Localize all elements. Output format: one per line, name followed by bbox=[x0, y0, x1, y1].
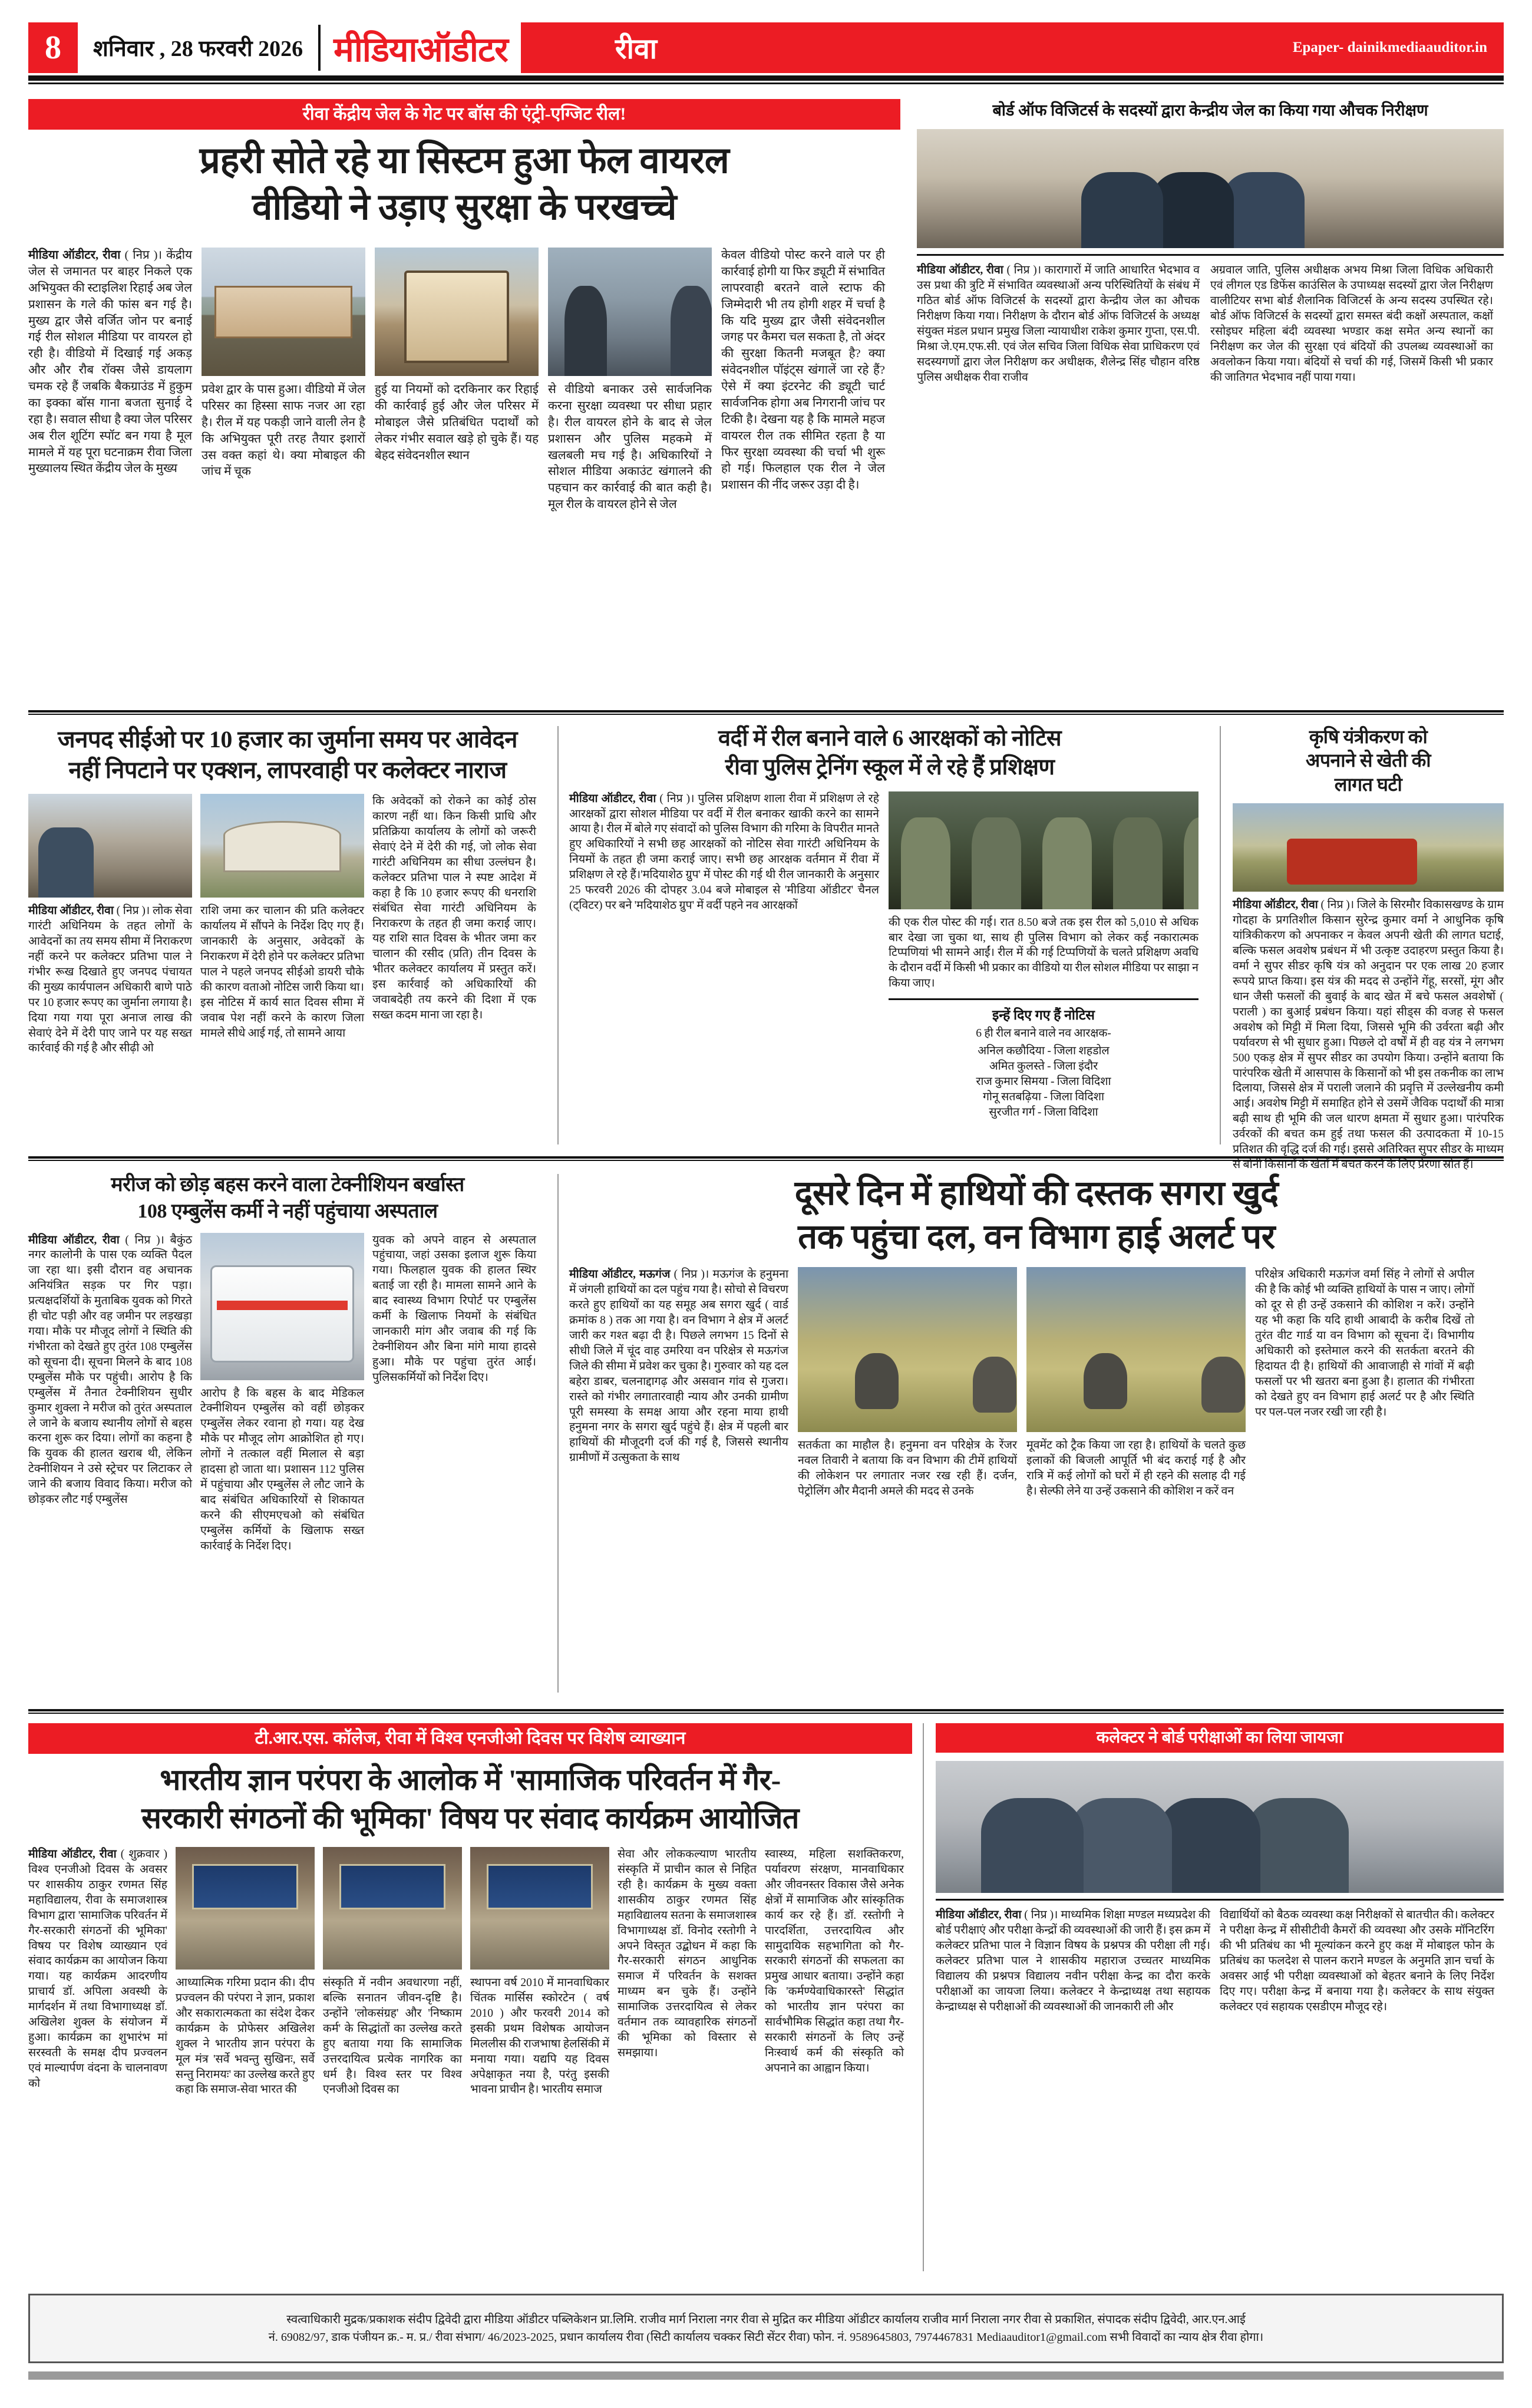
ambulance-col-3 bbox=[372, 1233, 536, 1554]
police-reel-story bbox=[569, 726, 1210, 1120]
section-divider-1 bbox=[28, 710, 1504, 715]
lead-story-columns bbox=[28, 248, 900, 595]
elephant-headline-line1: दूसरे दिन में हाथियों की दस्तक सगरा खुर्द bbox=[794, 1174, 1279, 1212]
masthead-red-banner bbox=[521, 22, 1504, 73]
visitors-col-2 bbox=[1210, 263, 1493, 385]
agri-col1-text: जिले के सिरमौर विकासखण्ड के ग्राम गोदहा के प्रगतिशील किसान सुरेन्द्र कुमार वर्मा ने आधुनिक कृषि यांत्रिकीकरण को अपनाकर न केवल अपनी खेती की लागत घटाई, बल्कि फसल अवशेष प्रबंधन में भी उत्कृष्ट उदाहरण प्रस्तुत किया है। वर्मा ने सुपर सीडर कृषि यंत्र को अनुदान पर एक लाख 20 हजार रूपये प्राप्त किया। इस यंत्र की मदद से उन्होंने गेंहू, सरसों, मूंग और धान जैसी फसलों की बुवाई के बाद खेत में बचे फसल अवशेषों ( पराली ) का बुआई प्रबंधन किया। यहां सीड्स की वजह से फसल अवशेष को मिट्टी में मिला दिया, जिससे भूमि की उर्वरता बढ़ी और पर्यावरण से भी सुधार हुआ। पिछले दो वर्षों में ही वह यंत्र ने लगभग 500 एकड़ क्षेत्र में सुपर सीडर का उपयोग किया। उन्होंने बताया कि पारंपरिक खेती में आसपास के किसानों को भी इस तकनीक का लाभ दिलाया, जिससे क्षेत्र में पराली जलाने की प्रवृत्ति में उल्लेखनीय कमी आई। अवशेष मिट्टी में समाहित होने से उसमें जैविक पदार्थों की मात्रा बढ़ी साथ ही भूमि की जल धारण क्षमता में सुधार हुआ। पारंपरिक उर्वरकों की बचत कम हुई तथा फसल की उत्पादकता में 10-15 प्रतिशत की वृद्धि दर्ज की गई। इससे अतिरिक्त सुपर सीडर के माध्यम से बोनी किसानों के खेतों में बचत करने के लिए प्रेरणा स्रोत हैं। bbox=[1233, 899, 1504, 1172]
exam-dateline: ( निप्र )। bbox=[1024, 1909, 1058, 1921]
elephant-headline-line2: तक पहुंचा दल, वन विभाग हाई अलर्ट पर bbox=[798, 1218, 1275, 1256]
lead-col5-text: केवल वीडियो पोस्ट करने वाले पर ही कार्रवाई होगी या फिर ड्यूटी में संभावित लापरवाही बरतने वाले स्टाफ की जिम्मेदारी भी तय होगी शहर में चर्चा है कि यदि मुख्य द्वार जैसी संवेदनशील जगह पर कैमरा चल सकता है, तो अंदर की सुरक्षा कितनी मजबूत है? क्या संवेदनशील पॉइंट्स खंगालें जा रहे हैं? ऐसे में क्या इंटरनेट की ड्यूटी चार्ट सार्वजनिक होगा अब निगरानी जांच पर टिकी है। देखना यह है कि मामले महज वायरल रील तक सीमित रहता है या फिर सुरक्षा व्यवस्था की चर्चा भी शुरू हो गई। फिलहाल एक रील ने जेल प्रशासन की नींद जरूर उड़ा दी है। bbox=[721, 249, 885, 492]
police-col-2 bbox=[889, 791, 1198, 1120]
exam-kicker: कलेक्टर ने बोर्ड परीक्षाओं का लिया जायजा bbox=[936, 1723, 1504, 1753]
agri-headline-line2: अपनाने से खेती की bbox=[1305, 750, 1431, 771]
ceo-headline-line1: जनपद सीईओ पर 10 हजार का जुर्माना समय पर आवेदन bbox=[58, 726, 517, 753]
masthead-rule-thin bbox=[28, 83, 1504, 84]
police-col1-text: पुलिस प्रशिक्षण शाला रीवा में प्रशिक्षण ले रहे आरक्षकों द्वारा सोशल मीडिया पर वर्दी में रील बनाकर खाकी करने का सामने आया है। रील में बोले गए संवादों को पुलिस विभाग की गरिमा के विपरीत मानते हुए अधिकारियों ने सभी छह आरक्षकों को नोटिस सेवा गारंटी अधिनियम के नियमों के तहत ही जमा कराई जाए। सभी छह आरक्षक वर्तमान में रीवा में प्रशिक्षण ले रहे हैं।'मदियाशेठ ग्रुप' में पोस्ट की गई थी रील जानकारी के अनुसार 25 फरवरी 2026 की दोपहर 3.04 बजे मोबाइल से 'मीडिया ऑडीटर' चैनल (ट्विटर) पर बने 'मदियाशेठ ग्रुप' में वर्दी पहने नव आरक्षकों bbox=[569, 792, 880, 912]
column-rule-3 bbox=[557, 1174, 559, 1693]
visitors-byline: मीडिया ऑडीटर, रीवा bbox=[917, 264, 1003, 277]
ambulance-col-1 bbox=[28, 1233, 192, 1554]
ngo-dateline: ( शुक्रवार ) bbox=[120, 1848, 167, 1861]
elephant-col4-text: परिक्षेत्र अधिकारी मऊगंज वर्मा सिंह ने लोगों से अपील की है कि कोई भी व्यक्ति हाथियों के पास न जाए। लोगों को दूर से ही उन्हें उकसाने की कोशिश न करें। उन्होंने यह भी कहा कि यदि हाथी आबादी के करीब दिखें तो तुरंत वीट गार्ड या वन विभाग को सूचना दें। विभागीय अधिकारी को इस्तेमाल करने की सतर्कता बरतने की हिदायत दी है। हाथियों की आवाजाही से गांवों में बढ़ी फसलों पर भी खतरा बना हुआ है। हालात की गंभीरता को देखते हुए वन विभाग हाई अलर्ट पर है और स्थिति पर पल-पल नजर रखी जा रही है। bbox=[1255, 1268, 1474, 1419]
notice-name: अनिल कछौदिया - जिला शहडोल bbox=[978, 1045, 1110, 1058]
ngo-seminar-photo-left bbox=[176, 1847, 315, 1970]
police-headline-line1: वर्दी में रील बनाने वाले 6 आरक्षकों को नोटिस bbox=[718, 726, 1062, 751]
police-dateline: ( निप्र )। bbox=[659, 792, 695, 805]
lead-col2-text: प्रवेश द्वार के पास हुआ। वीडियो में जेल परिसर का हिस्सा साफ नजर आ रहा है। रील में यह पकड़ी जाने वाली लेन है कि अभियुक्त पूरी तरह तैयार इशारों उस वक्त कहां थे। क्या मोबाइल की जांच में चूक bbox=[202, 383, 365, 479]
ceo-story bbox=[28, 726, 547, 1056]
ceo-dateline: ( निप्र )। bbox=[116, 905, 150, 918]
police-byline: मीडिया ऑडीटर, रीवा bbox=[569, 792, 656, 805]
notice-name: गोनू सतबढ़िया - जिला विदिशा bbox=[982, 1090, 1105, 1103]
ngo-kicker: टी.आर.एस. कॉलेज, रीवा में विश्व एनजीओ दिवस पर विशेष व्याख्यान bbox=[28, 1723, 912, 1754]
column-rule-4 bbox=[923, 1723, 924, 2271]
agri-dateline: ( निप्र )। bbox=[1320, 899, 1355, 912]
ceo-col1-text: लोक सेवा गारंटी अधिनियम के तहत लोगों के आवेदनों का तय समय सीमा में निराकरण नहीं करने पर कलेक्टर प्रतिभा पाल ने गंभीर रूख दिखाते हुए जनपद पंचायत की मुख्य कार्यपालन अधिकारी बाणे पाठे पर 10 हजार रूपए का जुर्माना लगाया है। दिया गया गया पूरा अनाज लाख की सेवाएं देने में देरी पाए जाने पर यह सख्त कार्रवाई की गई है और सीढ़ी ओ bbox=[28, 905, 193, 1055]
ngo-headline-line1: भारतीय ज्ञान परंपरा के आलोक में 'सामाजिक परिवर्तन में गैर- bbox=[160, 1763, 781, 1796]
lead-col-5 bbox=[721, 248, 885, 595]
police-col2-text: की एक रील पोस्ट की गई। रात 8.50 बजे तक इस रील को 5,010 से अधिक बार देखा जा चुका था, साथ ही पुलिस विभाग को लेकर कई नकारात्मक टिप्पणियां भी सामने आईं। रील में की गई टिप्पणियों के चलते प्रशिक्षण अवधि के दौरान वर्दी में किसी भी प्रकार का वीडियो या रील सोशल मीडिया पर साझा न किया जाए। bbox=[889, 916, 1198, 990]
jail-gate-photo bbox=[375, 248, 539, 376]
elephant-col-3 bbox=[1026, 1267, 1246, 1499]
exam-col1-text: माध्यमिक शिक्षा मण्डल मध्यप्रदेश की बोर्ड परीक्षाएं और परीक्षा केन्द्रों की व्यवस्थाओं की जारी हैं। इस क्रम में कलेक्टर प्रतिभा पाल ने विज्ञान विषय के प्रश्नपत्र की परीक्षा ली गई। कलेक्टर प्रतिभा पाल ने शासकीय महाराज उच्चतर माध्यमिक विद्यालय की प्रश्नपत्र विद्यालय नवीन परीक्षा केन्द्र का दौरा करके परीक्षाओं का जायजा लिया। कलेक्टर ने केन्द्राध्यक्ष तथा सहायक केन्द्राध्यक्ष से परीक्षाओं की व्यवस्थाओं की जानकारी ली और bbox=[936, 1909, 1210, 2013]
ambulance-dateline: ( निप्र )। bbox=[125, 1233, 164, 1246]
ngo-col4-text: स्थापना वर्ष 2010 में मानवाधिकार चिंतक मार्सिस स्कोरटेन ( वर्ष 2010 ) और फरवरी 2014 को इसकी प्रथम विशेषक आयोजन मिललीस की राजभाषा हेलसिंकी में मनाया गया। यद्यपि यह दिवस अपेक्षाकृत नया है, परंतु इसकी भावना प्राचीन है। भारतीय समाज bbox=[470, 1977, 609, 2096]
elephant-col3-text: मूवमेंट को ट्रैक किया जा रहा है। हाथियों के चलते कुछ इलाकों की बिजली आपूर्ति भी बंद कराई गई है और रात्रि में कई लोगों को घरों में ही रहने की सलाह दी गई है। सेल्फी लेने या उन्हें उकसाने की कोशिश न करें वन bbox=[1026, 1439, 1246, 1497]
ceo-col2-text: राशि जमा कर चालान की प्रति कलेक्टर कार्यालय में सौंपने के निर्देश दिए गए हैं। जानकारी के अनुसार, अवेदकों के निराकरण में देरी होने पर कलेक्टर प्रतिभा पाल ने पहले जनपद सीईओ डायरी चौके की कारण वताओ नोटिस जारी किया था। इस नोटिस में कार्य सात दिवस सीमा में जवाब पेश नहीं करने के कारण जिला मामले सीधे आई गई, तो सामने आया bbox=[200, 905, 364, 1040]
lead-col3-text: हुई या नियमों को दरकिनार कर रिहाई की कार्रवाई हुई और जेल परिसर में मोबाइल जैसे प्रतिबंधित पदार्थों को लेकर गंभीर सवाल खड़े हो चुके हैं। यह बेहद संवेदनशील स्थान bbox=[375, 383, 539, 462]
ngo-col1-text: विश्व एनजीओ दिवस के अवसर पर शासकीय ठाकुर रणमत सिंह महाविद्यालय, रीवा के समाजशास्त्र विभाग द्वारा 'सामाजिक परिवर्तन में गैर-सरकारी संगठनों की भूमिका' विषय पर विशेष व्याख्यान एवं संवाद कार्यक्रम का आयोजन किया गया। यह कार्यक्रम आदरणीय प्राचार्य डॉ. अपिला अवस्थी के मार्गदर्शन में तथा विभागाध्यक्ष डॉ. अखिलेश शुक्ल के संयोजन में हुआ। कार्यक्रम का शुभारंभ मां सरस्वती के समक्ष दीप प्रज्वलन एवं माल्यार्पण वंदना के चालनावण को bbox=[28, 1863, 167, 2090]
column-rule-2 bbox=[1220, 726, 1221, 1144]
ceo-headline-line2: नहीं निपटाने पर एक्शन, लापरवाही पर कलेक्टर नाराज bbox=[68, 756, 507, 783]
lead-headline-line1: प्रहरी सोते रहे या सिस्टम हुआ फेल वायरल bbox=[199, 141, 729, 181]
agri-story bbox=[1233, 726, 1504, 1173]
janpad-panchayat-building-photo bbox=[200, 794, 364, 898]
lead-col-1 bbox=[28, 248, 192, 595]
elephant-col1-text: मऊगंज के हनुमना में जंगली हाथियों का दल पहुंच गया है। सोचो से विचरण करते हुए हाथियों का यह समूह अब सगरा खुर्द ( वार्ड क्रमांक 8 ) तक आ गया है। वन विभाग ने क्षेत्र में अलर्ट जारी कर गश्त बढ़ा दी है। पिछले लगभग 15 दिनों से सीधी जिले में चूंद वाह उमरिया वन परिक्षेत्र से मऊगंज जिले की सीमा में प्रवेश कर चुका है। गुरुवार को यह दल बहेरा डाबर, चलनाद्दागढ़ और असवान गांव से गुजरा। रास्ते को गंभीर लगातारवाही न्याय और उनकी ग्रामीण पूरी समस्या के समक्ष आया और रहना माया हाथी हनुमना नगर के सगरा खुर्द पहुंचे हैं। क्षेत्र में पहली बार हाथियों की मौजूदगी दर्ज की गई है, जिससे स्थानीय ग्रामीणों में उत्सुकता के साथ bbox=[569, 1268, 789, 1464]
elephant-dateline: ( निप्र )। bbox=[673, 1268, 709, 1281]
masthead-date: शनिवार , 28 फरवरी 2026 bbox=[93, 37, 303, 61]
agri-headline-line1: कृषि यंत्रीकरण को bbox=[1309, 726, 1428, 747]
elephant-story bbox=[569, 1174, 1504, 1499]
ambulance-col2-text: आरोप है कि बहस के बाद मेडिकल टेक्नीशियन एम्बुलेंस को वहीं छोड़कर एम्बुलेंस लेकर रवाना हो गया। यह देख मौके पर मौजूद लोग आक्रोशित हो गए। लोगों ने तत्काल वहीं मिलाल से बड़ा हादसा हो जाता था। प्रशासन 112 पुलिस में पहुंचाया और एम्बुलेंस ले लौट जाने के बाद संबंधित अधिकारियों से शिकायत करने की सीएमएचओ को संबंधित एम्बुलेंस कर्मियों के खिलाफ सख्त कार्रवाई के निर्देश दिए। bbox=[200, 1387, 364, 1552]
visitors-col1-text: कारागारों में जाति आधारित भेदभाव व उस प्रथा की त्रुटि में संभावित व्यवस्थाओं अन्य परिस्थितियों के संबंध में गठित बोर्ड ऑफ विजिटर्स के सदस्यों द्वारा केन्द्रीय जेल का औचक निरीक्षण किया गया। निरीक्षण के दौरान बोर्ड ऑफ विजिटर्स के अध्यक्ष संयुक्त मंडल प्रधान प्रमुख जिला न्यायाधीश राकेश कुमार गुप्ता, एस.पी. मिश्रा जे.एम.एफ.सी. एवं जेल सचिव जिला विधिक सेवा प्राधिकरण एवं सदस्यगणों द्वारा जेल निरीक्षण कर अधीक्षक, शैलेन्द्र सिंह चौहान वरिष्ठ पुलिस अधीक्षक रीवा राजीव bbox=[917, 264, 1200, 384]
ngo-story bbox=[28, 1723, 912, 2097]
ngo-col3-text: संस्कृति में नवीन अवधारणा नहीं, बल्कि सनातन जीवन-दृष्टि है। उन्होंने 'लोकसंग्रह' और 'निष्काम कर्म' के सिद्धांतों का उल्लेख करते हुए बताया गया कि सामाजिक उत्तरदायित्व प्रत्येक नागरिक का धर्म है। विश्व स्तर पर विश्व एनजीओ दिवस का bbox=[323, 1977, 462, 2096]
lead-col-4 bbox=[548, 248, 712, 595]
footer-bottom-bar bbox=[28, 2371, 1504, 2380]
exam-col-2 bbox=[1220, 1908, 1494, 2014]
lead-dateline: ( निप्र )। bbox=[124, 249, 163, 262]
jail-inspection-photo bbox=[917, 129, 1504, 248]
ngo-col2-text: आध्यात्मिक गरिमा प्रदान की। दीप प्रज्वलन की परंपरा ने ज्ञान, प्रकाश और सकारात्मकता का संदेश देकर कार्यक्रम के प्रोफेसर अखिलेश शुक्ल ने भारतीय ज्ञान परंपरा के मूल मंत्र 'सर्वे भवन्तु सुखिनः, सर्वे सन्तु निरामयः' का उल्लेख करते हुए कहा कि समाज-सेवा भारत की bbox=[176, 1977, 315, 2096]
collector-office-photo bbox=[28, 794, 192, 898]
lead-col-3 bbox=[375, 248, 539, 595]
ngo-col5-text: सेवा और लोककल्याण भारतीय संस्कृति में प्राचीन काल से निहित रही है। कार्यक्रम के मुख्य वक्ता शासकीय ठाकुर रणमत सिंह महाविद्यालय सतना के समाजशास्त्र विभागाध्यक्ष डॉ. विनोद रस्तोगी ने अपने विस्तृत उद्बोधन में कहा कि गैर-सरकारी संगठन आधुनिक समाज में परिवर्तन के सशक्त माध्यम बन चुके हैं। उन्होंने सामाजिक उत्तरदायित्व से लेकर वर्तमान तक व्यावहारिक संगठनों की भूमिका को विस्तार से समझाया। bbox=[618, 1848, 757, 2059]
section-divider-2 bbox=[28, 1156, 1504, 1161]
section-divider-3 bbox=[28, 1709, 1504, 1714]
exam-col-1 bbox=[936, 1908, 1210, 2014]
ngo-seminar-photo-mid bbox=[323, 1847, 462, 1970]
ngo-seminar-photo-right bbox=[470, 1847, 609, 1970]
board-exam-inspection-photo bbox=[936, 1761, 1504, 1893]
ceo-col3-text: कि अवेदकों को रोकने का कोई ठोस कारण नहीं था। किन किसी प्राधि और प्रतिक्रिया कार्यालय के लोगों को जरूरी सेवाएं देने में देरी की गई, जो लोक सेवा गारंटी अधिनियम का सीधा उल्लंघन है। कलेक्टर प्रतिभा पाल ने स्पष्ट आदेश में कहा है कि 10 हजार रूपए की धनराशि संबंधित सेवा गारंटी अधिनियम के निराकरण के तहत ही जमा कराई जाए। यह राशि सात दिवस के भीतर जमा कर चालान की रसीद (प्रति) तीन दिवस के भीतर कलेक्टर कार्यालय में प्रस्तुत करें। इस कार्रवाई को अधिकारियों की जवाबदेही तय करने की दिशा में एक सख्त कदम माना जा रहा है। bbox=[372, 795, 536, 1022]
ceo-byline: मीडिया ऑडीटर, रीवा bbox=[28, 905, 114, 918]
ambulance-headline-line1: मरीज को छोड़ बहस करने वाला टेक्नीशियन बर्खास्त bbox=[111, 1174, 464, 1196]
visitors-dateline: ( निप्र )। bbox=[1006, 264, 1042, 277]
ngo-col-3 bbox=[323, 1847, 462, 2097]
police-trainees-photo bbox=[889, 791, 1198, 909]
agri-headline-line3: लागत घटी bbox=[1334, 773, 1402, 795]
masthead-city: रीवा bbox=[615, 33, 658, 65]
ngo-col6-text: स्वास्थ्य, महिला सशक्तिकरण, पर्यावरण संरक्षण, मानवाधिकार और जीवनस्तर विकास जैसे अनेक क्षेत्रों में सामाजिक और सांस्कृतिक कार्य कर रहे हैं। डॉ. रस्तोगी ने पारदर्शिता, उत्तरदायित्व और सामुदायिक सहभागिता को गैर-सरकारी संगठनों की सफलता का प्रमुख आधार बताया। उन्होंने कहा कि 'कर्मण्येवाधिकारस्ते' सिद्धांत को भारतीय ज्ञान परंपरा का सार्वभौमिक सिद्धांत कहा तथा गैर-सरकारी संगठनों के लिए उन्हें निःस्वार्थ कर्म की संस्कृति को अपनाने का आह्वान किया। bbox=[765, 1848, 904, 2074]
notice-title: इन्हें दिए गए हैं नोटिस bbox=[992, 1008, 1095, 1023]
page-number-badge: 8 bbox=[28, 22, 78, 73]
visitors-col2-text: अग्रवाल जाति, पुलिस अधीक्षक अभय मिश्रा जिला विधिक अधिकारी एवं लीगल एड डिफेंस काउंसिल के उपाध्यक्ष सदस्यों द्वारा जेल निरीक्षण वालीटियर सभा बोर्ड शैलानिक विजिटर्स के अन्य सदस्य उपस्थित रहे। बोर्ड ऑफ विजिटर्स के सदस्यों द्वारा समस्त बंदी कक्षों अस्पताल, कक्षों रसोइघर महिला बंदी व्यवस्था भण्डार कक्ष समेत अन्य स्थानों का निरीक्षण कर जेल की सुरक्षा एवं बंदियों की उपलब्ध व्यवस्थाओं का अवलोकन किया गया। बंदियों से चर्चा की गई, जिसमें किसी भी प्रकार की जातिगत भेदभाव नहीं पाया गया। bbox=[1210, 264, 1493, 384]
ceo-col-3 bbox=[372, 794, 536, 1056]
wild-elephants-photo bbox=[798, 1267, 1017, 1432]
exam-story bbox=[936, 1723, 1504, 2014]
exam-col2-text: विद्यार्थियों को बैठक व्यवस्था कक्ष निरीक्षकों से बातचीत की। कलेक्टर ने परीक्षा केन्द्र में सीसीटीवी कैमरों की व्यवस्था और उसके मॉनिटरिंग की भी प्रतिबंध का भी मूल्यांकन करने हुए कक्ष में मोबाइल फोन के प्रतिबंध का फलदेश से पालन कराने मण्डल के अनुमति ज्ञान चर्चा के अवसर आई भी परीक्षा व्यवस्थाओं को बेहतर बनाने के लिए निर्देश दिए गए। परीक्षा केन्द्र में बनाया गया है। कलेक्टर के साथ संयुक्त कलेक्टर एवं सहायक एसडीएम मौजूद रहे। bbox=[1220, 1909, 1494, 2013]
police-notice-box bbox=[889, 998, 1198, 1120]
visitors-headline: बोर्ड ऑफ विजिटर्स के सदस्यों द्वारा केन्द्रीय जेल का किया गया औचक निरीक्षण bbox=[992, 101, 1428, 119]
jail-entrance-photo bbox=[202, 248, 365, 376]
ambulance-col3-text: युवक को अपने वाहन से अस्पताल पहुंचाया, जहां उसका इलाज शुरू किया गया। फिलहाल युवक की हालत स्थिर बताई जा रही है। मामला सामने आने के बाद स्वास्थ्य विभाग रिपोर्ट पर एम्बुलेंस कर्मी के खिलाफ नियमों के संबंधित जानकारी मांग और जवाब की गई कि टेक्नीशियन और बिना मांगे माया हादसे हुआ। मौके पर पहुंचा तुरंत आई। पुलिसकर्मियों को निर्देश दिए। bbox=[372, 1233, 536, 1384]
viral-video-still-photo bbox=[548, 248, 712, 376]
ambulance-byline: मीडिया ऑडीटर, रीवा bbox=[28, 1233, 120, 1246]
elephant-byline: मीडिया ऑडीटर, मऊगंज bbox=[569, 1268, 671, 1281]
ceo-col-2 bbox=[200, 794, 364, 1056]
masthead-brand: मीडियाऑडीटर bbox=[334, 30, 508, 69]
ambulance-photo bbox=[200, 1233, 364, 1380]
lead-byline: मीडिया ऑडीटर, रीवा bbox=[28, 249, 121, 262]
lead-col1-text: केंद्रीय जेल से जमानत पर बाहर निकले एक अभियुक्त की स्टाइलिश रिहाई अब जेल प्रशासन के गले की फांस बन गई है। मुख्य द्वार जैसे वर्जित जोन पर बनाई गई रील सोशल मीडिया पर वायरल हो रही है। वीडियो में दिखाई गई अकड़ और और रौब रॉक्स जैसे डायलाग चमक रहे हैं जबकि बैकग्राउंड में हुकुम का इक्का बॉस गाना बजता सुनाई दे रहा है। सवाल सीधा है क्या जेल परिसर अब रील शूटिंग स्पॉट बन गया है मूल मामले में यह पूरा घटनाक्रम रीवा जिला मुख्यालय स्थित केंद्रीय जेल के मुख्य bbox=[28, 249, 193, 476]
masthead-rule-thick bbox=[28, 75, 1504, 81]
ambulance-headline-line2: 108 एम्बुलेंस कर्मी ने नहीं पहुंचाया अस्पताल bbox=[137, 1200, 438, 1222]
footer-line-2: नं. 69082/97, डाक पंजीयन क्र.- म. प्र./ रीवा संभाग/ 46/2023-2025, प्रधान कार्यालय रीवा (सिटी कार्यालय चक्कर सिटी सेंटर रीवा) फोन. नं. 9589645803, 7974467831 Mediaauditor1@gmail.com सभी विवादों का न्याय क्षेत्र रीवा होगा। bbox=[268, 2331, 1264, 2344]
visitors-story bbox=[917, 99, 1504, 385]
exam-byline: मीडिया ऑडीटर, रीवा bbox=[936, 1909, 1022, 1921]
ambulance-col1-text: बैकुंठ नगर कालोनी के पास एक व्यक्ति पैदल जा रहा था। इसी दौरान वह अचानक अनियंत्रित सड़क पर गिर पड़ा। प्रत्यक्षदर्शियों के मुताबिक युवक को गिरते ही चोट पड़ी और वह जमीन पर लड़खड़ा गया। मौके पर मौजूद लोगों ने स्थिति की गंभीरता को देखते हुए तुरंत 108 एम्बुलेंस को सूचना दी। सूचना मिलने के बाद 108 एम्बुलेंस मौके पर पहुंची। आरोप है कि एम्बुलेंस में तैनात टेक्नीशियन सुधीर कुमार शुक्ला ने मरीज को तुरंत अस्पताल ले जाने के बजाय स्थानीय लोगों से बहस करना शुरू कर दिया। लोगों का कहना है कि युवक की हालत खराब थी, लेकिन टेक्नीशियन ने उसे स्ट्रेचर पर लिटाकर ले जाने की बजाय विवाद किया। मरीज को छोड़कर लौट गई एम्बुलेंस bbox=[28, 1233, 193, 1506]
lead-col-2 bbox=[202, 248, 365, 595]
police-headline-line2: रीवा पुलिस ट्रेनिंग स्कूल में ले रहे हैं प्रशिक्षण bbox=[725, 755, 1055, 780]
notice-name: राज कुमार सिमया - जिला विदिशा bbox=[976, 1076, 1111, 1088]
farm-machinery-photo bbox=[1233, 803, 1504, 892]
lead-kicker: रीवा केंद्रीय जेल के गेट पर बॉस की एंट्री-एग्जिट रील! bbox=[28, 99, 900, 130]
masthead-epaper-url[interactable]: Epaper- dainikmediaauditor.in bbox=[1292, 39, 1487, 55]
notice-name: अमित कुलस्ते - जिला इंदौर bbox=[989, 1060, 1098, 1073]
ngo-col-2 bbox=[176, 1847, 315, 2097]
masthead bbox=[28, 22, 1504, 73]
ngo-col-1 bbox=[28, 1847, 167, 2097]
ngo-headline-line2: सरकारी संगठनों की भूमिका' विषय पर संवाद कार्यक्रम आयोजित bbox=[141, 1802, 799, 1835]
elephant-herd-photo bbox=[1026, 1267, 1246, 1432]
agri-byline: मीडिया ऑडीटर, रीवा bbox=[1233, 899, 1318, 912]
ceo-col-1 bbox=[28, 794, 192, 1056]
elephant-col-4 bbox=[1255, 1267, 1474, 1499]
police-col-1 bbox=[569, 791, 879, 1120]
lead-headline-line2: वीडियो ने उड़ाए सुरक्षा के परखच्चे bbox=[252, 187, 677, 227]
ngo-col-5 bbox=[618, 1847, 757, 2097]
lead-story bbox=[28, 99, 900, 228]
ambulance-col-2 bbox=[200, 1233, 364, 1554]
ngo-col-6 bbox=[765, 1847, 904, 2097]
column-rule-1 bbox=[557, 726, 559, 1144]
elephant-col-2 bbox=[798, 1267, 1017, 1499]
notice-name: सुरजीत गर्ग - जिला विदिशा bbox=[989, 1106, 1098, 1119]
ngo-col-4 bbox=[470, 1847, 609, 2097]
footer-imprint bbox=[28, 2294, 1504, 2363]
visitors-col-1 bbox=[917, 263, 1200, 385]
footer-line-1: स्वत्वाधिकारी मुद्रक/प्रकाशक संदीप द्विवेदी द्वारा मीडिया ऑडीटर पब्लिकेशन प्रा.लिमि. राजीव मार्ग निराला नगर रीवा से मुद्रित कर मीडिया ऑडीटर कार्यालय राजीव मार्ग निराला नगर रीवा से प्रकाशित, संपादक संदीप द्विवेदी, आर.एन.आई bbox=[286, 2313, 1246, 2326]
elephant-col2-text: सतर्कता का माहौल है। हनुमना वन परिक्षेत्र के रेंजर नवल तिवारी ने बताया कि वन विभाग की टीमें हाथियों की लोकेशन पर लगातार नजर रख रही हैं। दर्जन, पेट्रोलिंग और मैदानी अमले की मदद से उनके bbox=[798, 1439, 1017, 1497]
elephant-col-1 bbox=[569, 1267, 788, 1499]
ambulance-story bbox=[28, 1174, 547, 1554]
notice-intro: 6 ही रील बनाने वाले नव आरक्षक- bbox=[976, 1027, 1111, 1040]
ngo-byline: मीडिया ऑडीटर, रीवा bbox=[28, 1848, 117, 1861]
lead-col4-text: से वीडियो बनाकर उसे सार्वजनिक करना सुरक्षा व्यवस्था पर सीधा प्रहार है। रील वायरल होने के बाद से जेल प्रशासन और पुलिस महकमे में खलबली मच गई है। अधिकारियों ने सोशल मीडिया अकाउंट खंगालने की पहचान कर कार्रवाई की बात कही है। मूल रील के वायरल होने से जेल bbox=[548, 383, 712, 512]
